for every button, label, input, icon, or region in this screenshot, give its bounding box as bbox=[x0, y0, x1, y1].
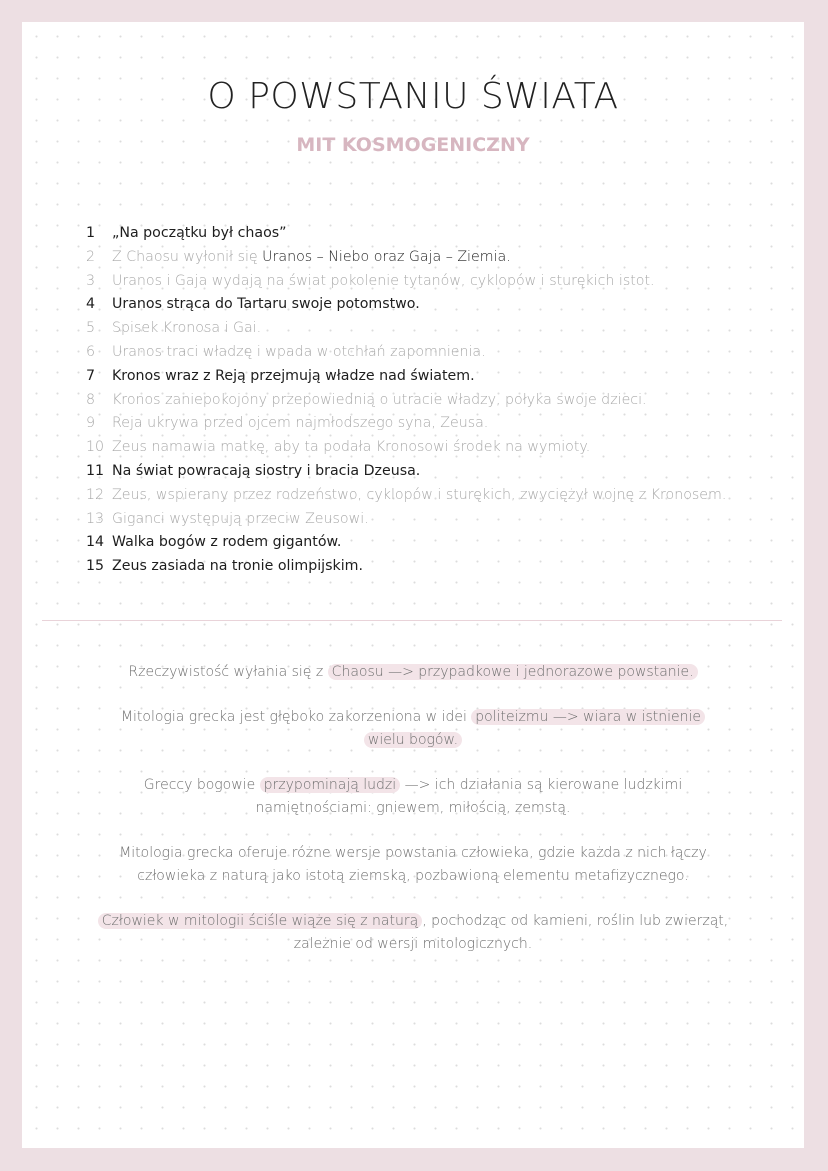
note-highlight: Chaosu —> przypadkowe i jednorazowe powstanie. bbox=[328, 664, 698, 680]
event-list bbox=[86, 222, 791, 579]
event-item bbox=[86, 246, 791, 270]
event-text: Zeus zasiada na tronie olimpijskim. bbox=[112, 558, 364, 575]
event-number: 10 bbox=[86, 439, 105, 456]
event-item bbox=[86, 436, 791, 460]
event-number: 7 bbox=[86, 367, 96, 384]
note-highlight: Człowiek w mitologii ściśle wiąże się z naturą bbox=[98, 913, 422, 929]
event-text: Kronos zaniepokojony przepowiednią o utracie władzy, połyka swoje dzieci. bbox=[112, 391, 647, 408]
event-number: 8 bbox=[86, 391, 96, 408]
event-item bbox=[86, 484, 791, 508]
note-text: Mitologia grecka jest głęboko zakorzeniona w idei bbox=[120, 709, 472, 725]
event-text-emphasis: Uranos – Niebo oraz Gaja – Ziemia. bbox=[262, 248, 511, 265]
event-item bbox=[86, 222, 791, 246]
event-number: 14 bbox=[86, 534, 105, 551]
event-item bbox=[86, 412, 791, 436]
note-paragraph bbox=[92, 842, 734, 888]
notes-section bbox=[92, 661, 734, 978]
event-text: Uranos strąca do Tartaru swoje potomstwo. bbox=[112, 296, 420, 313]
event-number: 9 bbox=[86, 415, 96, 432]
event-number: 6 bbox=[86, 343, 96, 360]
note-highlight: wielu bogów. bbox=[364, 732, 462, 748]
event-item bbox=[86, 293, 791, 317]
event-text: Giganci występują przeciw Zeusowi. bbox=[112, 510, 369, 527]
event-item bbox=[86, 555, 791, 579]
event-number: 12 bbox=[86, 486, 105, 503]
note-text: Rzeczywistość wyłania się z bbox=[128, 664, 328, 680]
event-text: Kronos wraz z Reją przejmują władze nad światem. bbox=[112, 367, 475, 384]
event-text: Zeus namawia matkę, aby ta podała Kronosowi środek na wymioty. bbox=[112, 439, 591, 456]
event-item bbox=[86, 317, 791, 341]
event-number: 5 bbox=[86, 320, 96, 337]
event-text: Reja ukrywa przed ojcem najmłodszego syna, Zeusa. bbox=[112, 415, 489, 432]
note-paragraph bbox=[92, 661, 734, 684]
event-item bbox=[86, 341, 791, 365]
event-item bbox=[86, 460, 791, 484]
event-item bbox=[86, 270, 791, 294]
event-number: 13 bbox=[86, 510, 105, 527]
note-text: Greccy bogowie bbox=[143, 777, 260, 793]
event-number: 3 bbox=[86, 272, 96, 289]
event-text: Uranos traci władzę i wpada w otchłań zapomnienia. bbox=[112, 343, 486, 360]
note-text: , pochodząc od kamieni, roślin lub zwierząt, zależnie od wersji mitologicznych. bbox=[293, 913, 729, 952]
event-item bbox=[86, 389, 791, 413]
event-text: Zeus, wspierany przez rodzeństwo, cyklopów i sturękich, zwyciężył wojnę z Kronosem. bbox=[112, 486, 727, 503]
note-paragraph bbox=[92, 706, 734, 752]
event-item bbox=[86, 365, 791, 389]
event-number: 4 bbox=[86, 296, 96, 313]
event-item bbox=[86, 531, 791, 555]
event-number: 1 bbox=[86, 225, 96, 241]
note-highlight: przypominają ludzi bbox=[260, 777, 401, 793]
page-subtitle: MIT KOSMOGENICZNY bbox=[296, 134, 530, 156]
event-number: 2 bbox=[86, 248, 96, 265]
event-text: Walka bogów z rodem gigantów. bbox=[112, 534, 342, 551]
note-paragraph bbox=[92, 910, 734, 956]
note-highlight: politeizmu —> wiara w istnienie bbox=[471, 709, 705, 725]
event-text-plain: Z Chaosu wyłonił się bbox=[112, 248, 258, 265]
section-divider bbox=[42, 620, 782, 621]
page-title: O POWSTANIU ŚWIATA bbox=[207, 76, 619, 117]
note-paragraph bbox=[92, 774, 734, 820]
event-text: „Na początku był chaos” bbox=[112, 225, 287, 241]
event-text: Uranos i Gaja wydają na świat pokolenie tytanów, cyklopów i sturękich istot. bbox=[112, 272, 655, 289]
note-text: —> ich działania są kierowane ludzkimi namiętnościami: gniewem, miłością, zemstą. bbox=[255, 777, 683, 816]
document-page bbox=[22, 22, 804, 1148]
event-number: 11 bbox=[86, 462, 105, 479]
event-text bbox=[112, 246, 511, 270]
event-text: Na świat powracają siostry i bracia Dzeusa. bbox=[112, 462, 421, 479]
event-item bbox=[86, 508, 791, 532]
note-text: Mitologia grecka oferuje różne wersje powstania człowieka, gdzie każda z nich łączy człowieka z naturą jako istotą ziemską, pozbawioną elementu metafizycznego. bbox=[119, 845, 707, 884]
event-text: Spisek Kronosa i Gai. bbox=[112, 320, 262, 337]
event-number: 15 bbox=[86, 558, 105, 575]
